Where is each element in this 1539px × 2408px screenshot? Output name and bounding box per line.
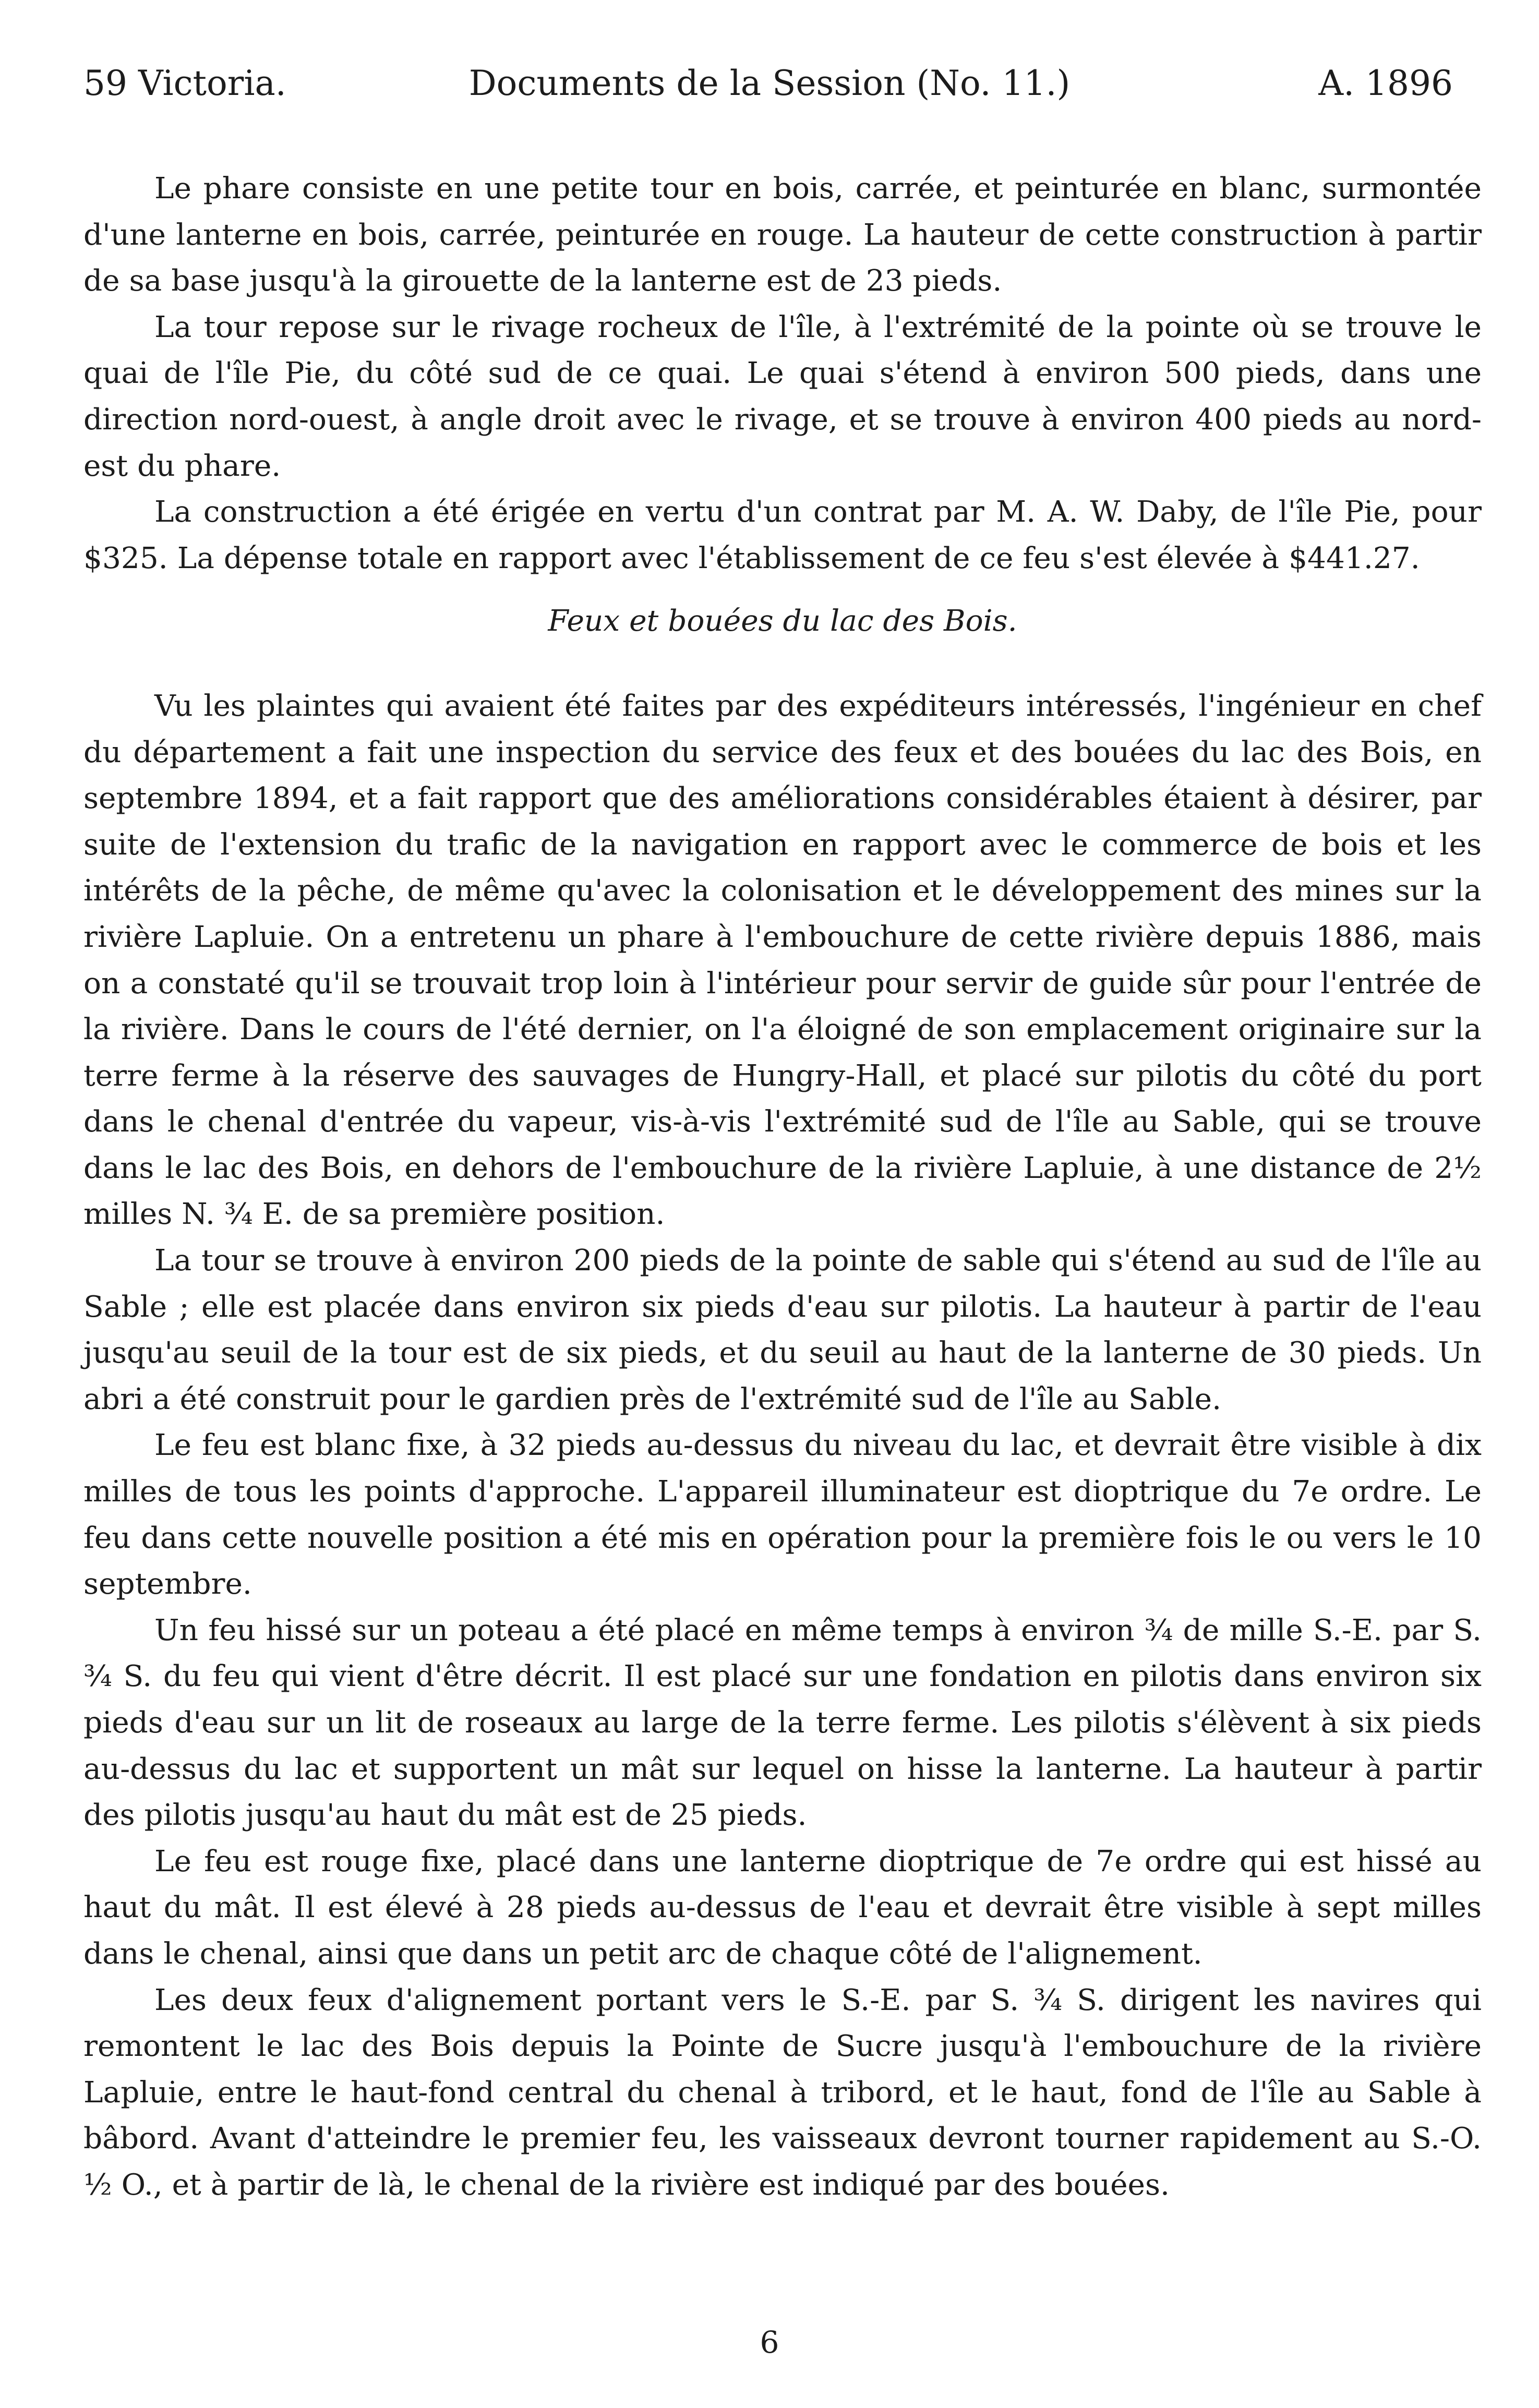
page-number: 6	[760, 2325, 779, 2360]
header-document-title: Documents de la Session (No. 11.)	[468, 63, 1071, 103]
paragraph-tower-position: La tour se trouve à environ 200 pieds de la pointe de sable qui s'étend au sud de l'île au Sable ; elle est placée dans environ six pieds d'eau sur pilotis. La hauteur à partir de l'eau jusqu'au seuil de la tour est de six pieds, et du seuil au haut de la lanterne de 30 pieds. Un abri a été construit pour le gardien près de l'extrémité sud de l'île au Sable.	[83, 1244, 1482, 1416]
paragraph-construction-cost: La construction a été érigée en vertu d'un contrat par M. A. W. Daby, de l'île Pie, pour $325. La dépense totale en rapport avec l'établissement de ce feu s'est élevée à $441.27.	[83, 495, 1482, 575]
running-header	[0, 57, 1539, 110]
paragraph-white-light: Le feu est blanc fixe, à 32 pieds au-dessus du niveau du lac, et devrait être visible à dix milles de tous les points d'approche. L'appareil illuminateur est dioptrique du 7e ordre. Le feu dans cette nouvelle position a été mis en opération pour la première fois le ou vers le 10 septembre.	[83, 1428, 1482, 1602]
section-title: Feux et bouées du lac des Bois.	[548, 604, 1017, 639]
paragraph-pole-light: Un feu hissé sur un poteau a été placé en même temps à environ ¾ de mille S.-E. par S. ¾ S. du feu qui vient d'être décrit. Il est placé sur une fondation en pilotis dans environ six pieds d'eau sur un lit de roseaux au large de la terre ferme. Les pilotis s'élèvent à six pieds au-dessus du lac et supportent un mât sur lequel on hisse la lanterne. La hauteur à partir des pilotis jusqu'au haut du mât est de 25 pieds.	[83, 1613, 1482, 1833]
header-year: A. 1896	[1318, 63, 1453, 103]
paragraph-tower-location: La tour repose sur le rivage rocheux de l'île, à l'extrémité de la pointe où se trouve le quai de l'île Pie, du côté sud de ce quai. Le quai s'étend à environ 500 pieds, dans une direction nord-ouest, à angle droit avec le rivage, et se trouve à environ 400 pieds au nord-est du phare.	[83, 310, 1482, 483]
paragraph-inspection-report: Vu les plaintes qui avaient été faites par des expéditeurs intéressés, l'ingénieur en chef du département a fait une inspection du service des feux et des bouées du lac des Bois, en septembre 1894, et a fait rapport que des améliorations considérables étaient à désirer, par suite de l'extension du trafic de la navigation en rapport avec le commerce de bois et les intérêts de la pêche, de même qu'avec la colonisation et le développement des mines sur la rivière Lapluie. On a entretenu un phare à l'embouchure de cette rivière depuis 1886, mais on a constaté qu'il se trouvait trop loin à l'intérieur pour servir de guide sûr pour l'entrée de la rivière. Dans le cours de l'été dernier, on l'a éloigné de son emplacement originaire sur la terre ferme à la réserve des sauvages de Hungry-Hall, et placé sur pilotis du côté du port dans le chenal d'entrée du vapeur, vis-à-vis l'extrémité sud de l'île au Sable, qui se trouve dans le lac des Bois, en dehors de l'embouchure de la rivière Lapluie, à une distance de 2½ milles N. ¾ E. de sa première position.	[83, 689, 1482, 1232]
header-session-year: 59 Victoria.	[83, 63, 286, 103]
paragraph-red-light: Le feu est rouge fixe, placé dans une lanterne dioptrique de 7e ordre qui est hissé au haut du mât. Il est élevé à 28 pieds au-dessus de l'eau et devrait être visible à sept milles dans le chenal, ainsi que dans un petit arc de chaque côté de l'alignement.	[83, 1844, 1482, 1971]
paragraph-range-lights: Les deux feux d'alignement portant vers le S.-E. par S. ¾ S. dirigent les navires qui remontent le lac des Bois depuis la Pointe de Sucre jusqu'à l'embouchure de la rivière Lapluie, entre le haut-fond central du chenal à tribord, et le haut, fond de l'île au Sable à bâbord. Avant d'atteindre le premier feu, les vaisseaux devront tourner rapidement au S.-O. ½ O., et à partir de là, le chenal de la rivière est indiqué par des bouées.	[83, 1983, 1482, 2202]
paragraph-lighthouse-description: Le phare consiste en une petite tour en bois, carrée, et peinturée en blanc, surmontée d'une lanterne en bois, carrée, peinturée en rouge. La hauteur de cette construction à partir de sa base jusqu'à la girouette de la lanterne est de 23 pieds.	[83, 172, 1482, 298]
page-body	[83, 166, 1482, 2209]
